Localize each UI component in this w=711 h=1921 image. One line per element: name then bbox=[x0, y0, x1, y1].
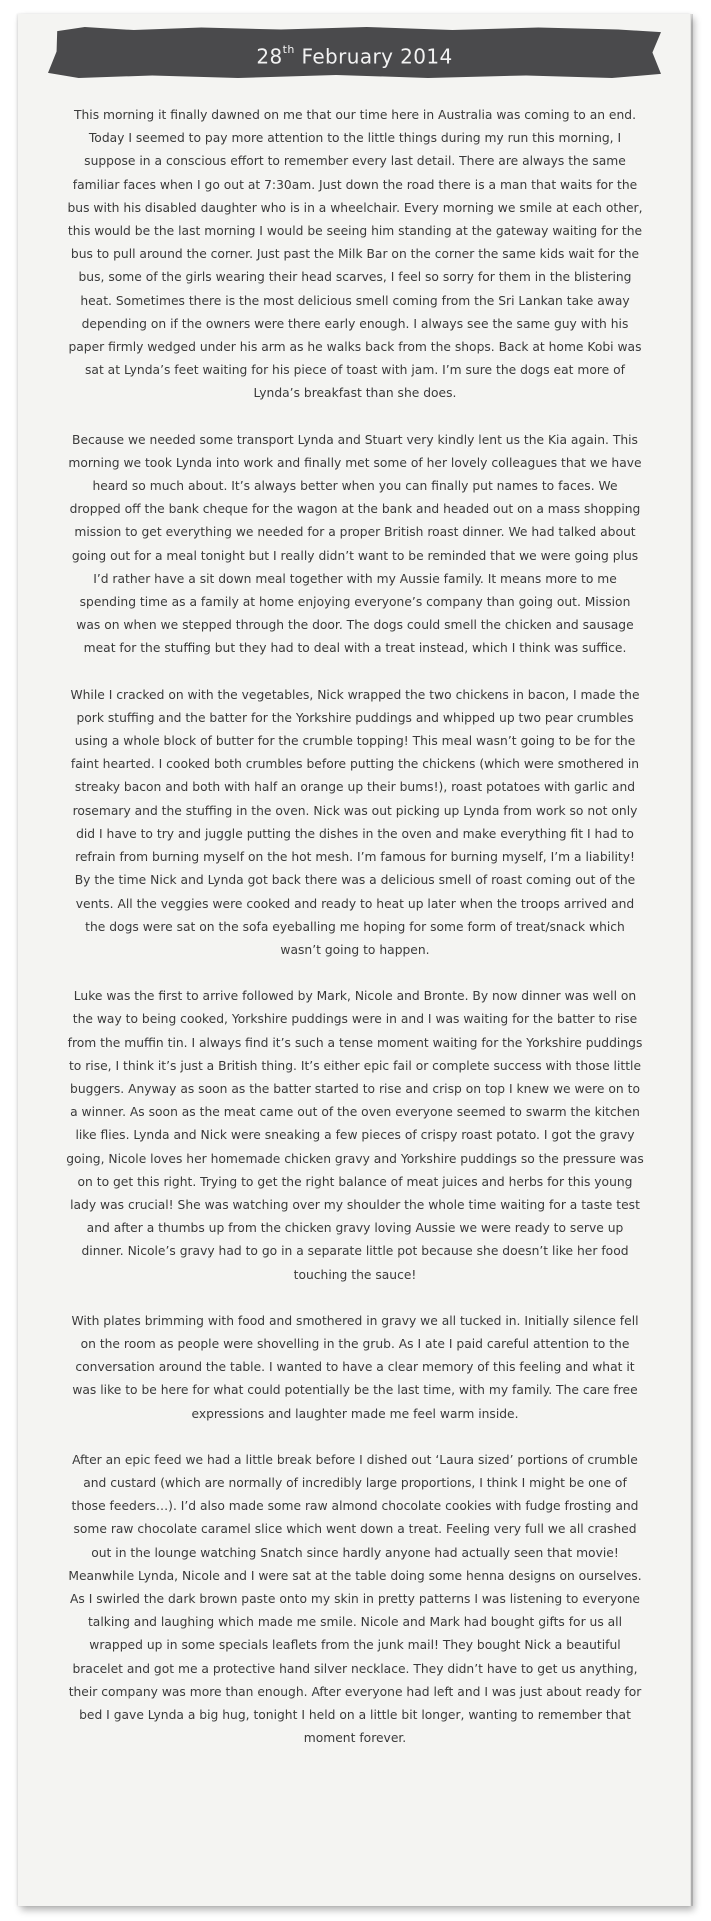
paragraph-guests-arrive: Luke was the first to arrive followed by Mark, Nicole and Bronte. By now dinner was well on the way to being cooked, Yorkshire puddings were in and I was waiting for the batter to rise from the muffin tin. I always find it’s such a tense moment waiting for the Yorkshire puddings to rise, I think it’s just a British thing. It’s either epic fail or complete success with those little buggers. Anyway as soon as the batter started to rise and crisp on top I knew we were on to a winner. As soon as the meat came out of the oven everyone seemed to swarm the kitchen like flies. Lynda and Nick were sneaking a few pieces of crispy roast potato. I got the gravy going, Nicole loves her homemade chicken gravy and Yorkshire puddings so the pressure was on to get this right. Trying to get the right balance of meat juices and herbs for this young lady was crucial! She was watching over my shoulder the whole time waiting for a taste test and after a thumbs up from the chicken gravy loving Aussie we were ready to serve up dinner. Nicole’s gravy had to go in a separate little pot because she doesn’t like her food touching the sauce! bbox=[66, 989, 644, 1282]
date-day: 28 bbox=[256, 44, 283, 69]
paragraph-cooking: While I cracked on with the vegetables, Nick wrapped the two chickens in bacon, I made the pork stuffing and the batter for the Yorkshire puddings and whipped up two pear crumbles using a whole block of butter for the crumble topping! This meal wasn’t going to be for the faint hearted. I cooked both crumbles before putting the chickens (which were smothered in streaky bacon and both with half an orange up their bums!), roast potatoes with garlic and rosemary and the stuffing in the oven. Nick was out picking up Lynda from work so not only did I have to try and juggle putting the dishes in the oven and make everything fit I had to refrain from burning myself on the hot mesh. I’m famous for burning myself, I’m a liability! By the time Nick and Lynda got back there was a delicious smell of roast coming out of the vents. All the veggies were cooked and ready to heat up later when the troops arrived and the dogs were sat on the sofa eyeballing me hoping for some form of treat/snack which wasn’t going to happen. bbox=[70, 687, 640, 957]
date-suffix: th bbox=[282, 43, 295, 56]
paragraph-dinner: With plates brimming with food and smothered in gravy we all tucked in. Initially silence fell on the room as people were shovelling in the grub. As I ate I paid careful attention to the conversation around the table. I wanted to have a clear memory of this feeling and what it was like to be here for what could potentially be the last time, with my family. The care free expressions and laughter made me feel warm inside. bbox=[71, 1313, 639, 1421]
entry-date-title bbox=[48, 27, 661, 78]
paragraph-dessert-evening: After an epic feed we had a little break before I dished out ‘Laura sized’ portions of crumble and custard (which are normally of incredibly large proportions, I think I might be one of those feeders…). I’d also made some raw almond chocolate cookies with fudge frosting and some raw chocolate caramel slice which went down a treat. Feeling very full we all crashed out in the lounge watching Snatch since hardly anyone had actually seen that movie! Meanwhile Lynda, Nicole and I were sat at the table doing some henna designs on ourselves. As I swirled the dark brown paste onto my skin in pretty patterns I was listening to everyone talking and laughing which made me smile. Nicole and Mark had bought gifts for us all wrapped up in some specials leaflets from the junk mail! They bought Nick a beautiful bracelet and got me a protective hand silver necklace. They didn’t have to get us anything, their company was more than enough. After everyone had left and I was just about ready for bed I gave Lynda a big hug, tonight I held on a little bit longer, wanting to remember that moment forever. bbox=[68, 1452, 642, 1746]
entry-body bbox=[66, 104, 644, 1773]
paragraph-morning-run: This morning it finally dawned on me that our time here in Australia was coming to an end. Today I seemed to pay more attention to the little things during my run this morning, I suppose in a conscious effort to remember every last detail. There are always the same familiar faces when I go out at 7:30am. Just down the road there is a man that waits for the bus with his disabled daughter who is in a wheelchair. Every morning we smile at each other, this would be the last morning I would be seeing him standing at the gateway waiting for the bus to pull around the corner. Just past the Milk Bar on the corner the same kids wait for the bus, some of the girls wearing their head scarves, I feel so sorry for them in the blistering heat. Sometimes there is the most delicious smell coming from the Sri Lankan take away depending on if the owners were there early enough. I always see the same guy with his paper firmly wedged under his arm as he walks back from the shops. Back at home Kobi was sat at Lynda’s feet waiting for his piece of toast with jam. I’m sure the dogs eat more of Lynda’s breakfast than she does. bbox=[67, 108, 643, 401]
paragraph-shopping: Because we needed some transport Lynda and Stuart very kindly lent us the Kia again. This morning we took Lynda into work and finally met some of her lovely colleagues that we have heard so much about. It’s always better when you can finally put names to faces. We dropped off the bank cheque for the wagon at the bank and headed out on a mass shopping mission to get everything we needed for a proper British roast dinner. We had talked about going out for a meal tonight but I really didn’t want to be reminded that we were going plus I’d rather have a sit down meal together with my Aussie family. It means more to me spending time as a family at home enjoying everyone’s company than going out. Mission was on when we stepped through the door. The dogs could smell the chicken and sausage meat for the stuffing but they had to deal with a treat instead, which I think was suffice. bbox=[68, 432, 642, 656]
date-rest: February 2014 bbox=[294, 44, 453, 69]
